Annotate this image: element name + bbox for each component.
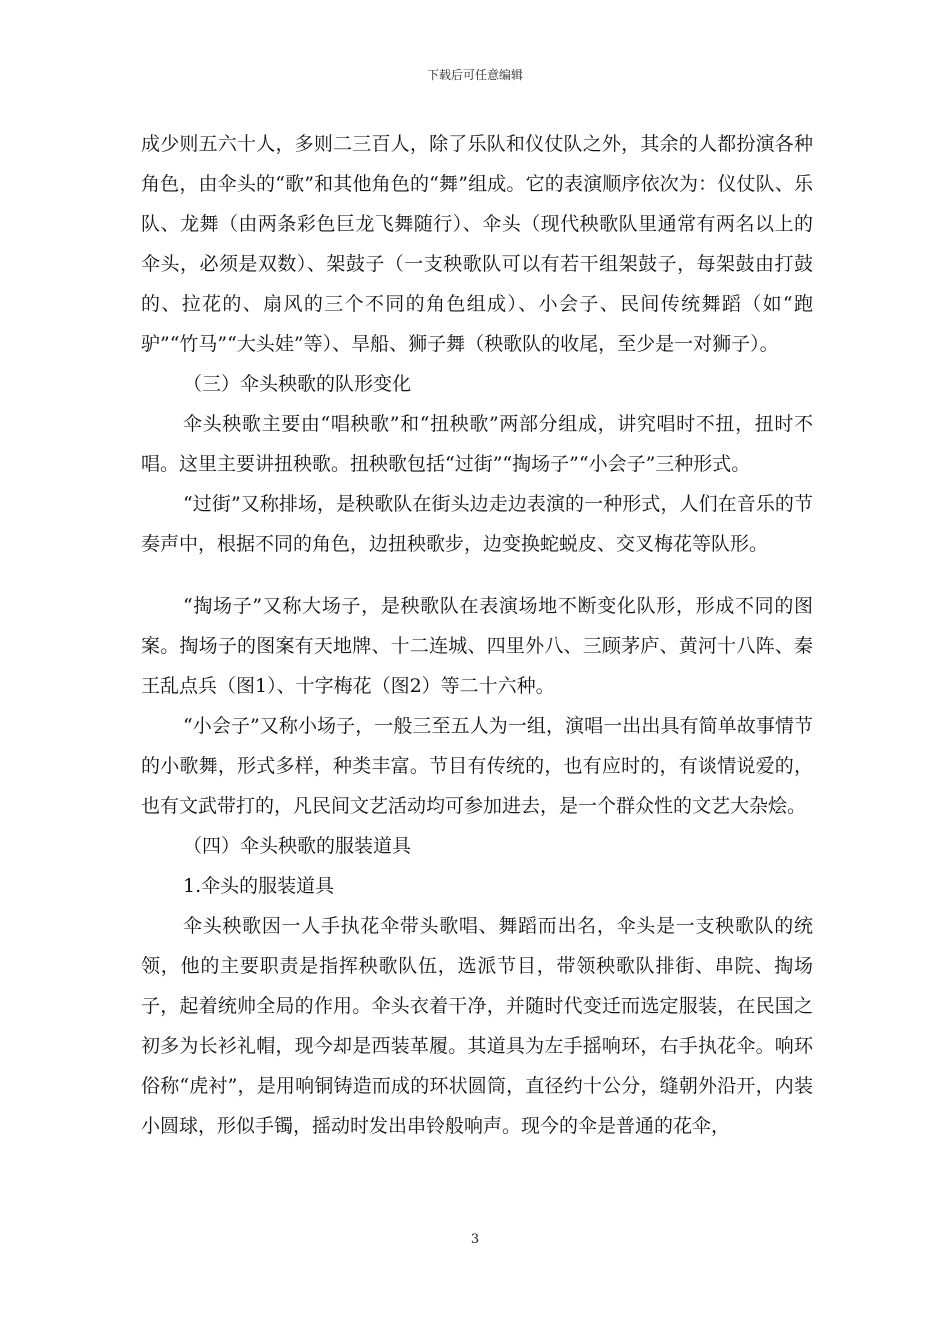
- document-body: [141, 124, 813, 1146]
- section-heading-formation: （三）伞头秧歌的队形变化: [183, 373, 412, 395]
- paragraph-guojie: “过街”又称排场，是秧歌队在街头边走边表演的一种形式，人们在音乐的节奏声中，根据不同的角色，边扭秧歌步，边变换蛇蜕皮、交叉梅花等队形。: [141, 493, 813, 555]
- paragraph-santou-costume: 伞头秧歌因一人手执花伞带头歌唱、舞蹈而出名，伞头是一支秧歌队的统领，他的主要职责是指挥秧歌队伍，选派节目，带领秧歌队排街、串院、掏场子，起着统帅全局的作用。伞头衣着干净，并随时代变迁而选定服装，在民国之初多为长衫礼帽，现今却是西装革履。其道具为左手摇响环，右手执花伞。响环俗称“虎衬”，是用响铜铸造而成的环状圆筒，直径约十公分，缝朝外沿开，内装小圆球，形似手镯，摇动时发出串铃般响声。现今的伞是普通的花伞，: [141, 915, 813, 1137]
- subsection-heading-santou-costume: 1.伞头的服装道具: [183, 875, 335, 897]
- paragraph-taochangzi: “掏场子”又称大场子，是秧歌队在表演场地不断变化队形，形成不同的图案。掏场子的图案有天地牌、十二连城、四里外八、三顾茅庐、黄河十八阵、秦王乱点兵（图1）、十字梅花（图2）等二十六种。: [141, 595, 813, 697]
- page-number: 3: [470, 1232, 480, 1247]
- section-heading-costume: （四）伞头秧歌的服装道具: [183, 835, 412, 857]
- paragraph-formation-intro: 伞头秧歌主要由“唱秧歌”和“扭秧歌”两部分组成，讲究唱时不扭，扭时不唱。这里主要讲扭秧歌。扭秧歌包括“过街”“掏场子”“小会子”三种形式。: [141, 413, 813, 475]
- page-header: 下载后可任意编辑: [426, 68, 523, 82]
- paragraph-gap: [141, 564, 813, 586]
- paragraph-troupe-composition: 成少则五六十人，多则二三百人，除了乐队和仪仗队之外，其余的人都扮演各种角色，由伞头的“歌”和其他角色的“舞”组成。它的表演顺序依次为：仪仗队、乐队、龙舞（由两条彩色巨龙飞舞随行）、伞头（现代秧歌队里通常有两名以上的伞头，必须是双数）、架鼓子（一支秧歌队可以有若干组架鼓子，每架鼓由打鼓的、拉花的、扇风的三个不同的角色组成）、小会子、民间传统舞蹈（如“跑驴”“竹马”“大头娃”等）、旱船、狮子舞（秧歌队的收尾，至少是一对狮子）。: [141, 133, 813, 355]
- paragraph-xiaohuizi: “小会子”又称小场子，一般三至五人为一组，演唱一出出具有简单故事情节的小歌舞，形式多样，种类丰富。节目有传统的，也有应时的，有谈情说爱的，也有文武带打的，凡民间文艺活动均可参加进去，是一个群众性的文艺大杂烩。: [141, 715, 813, 817]
